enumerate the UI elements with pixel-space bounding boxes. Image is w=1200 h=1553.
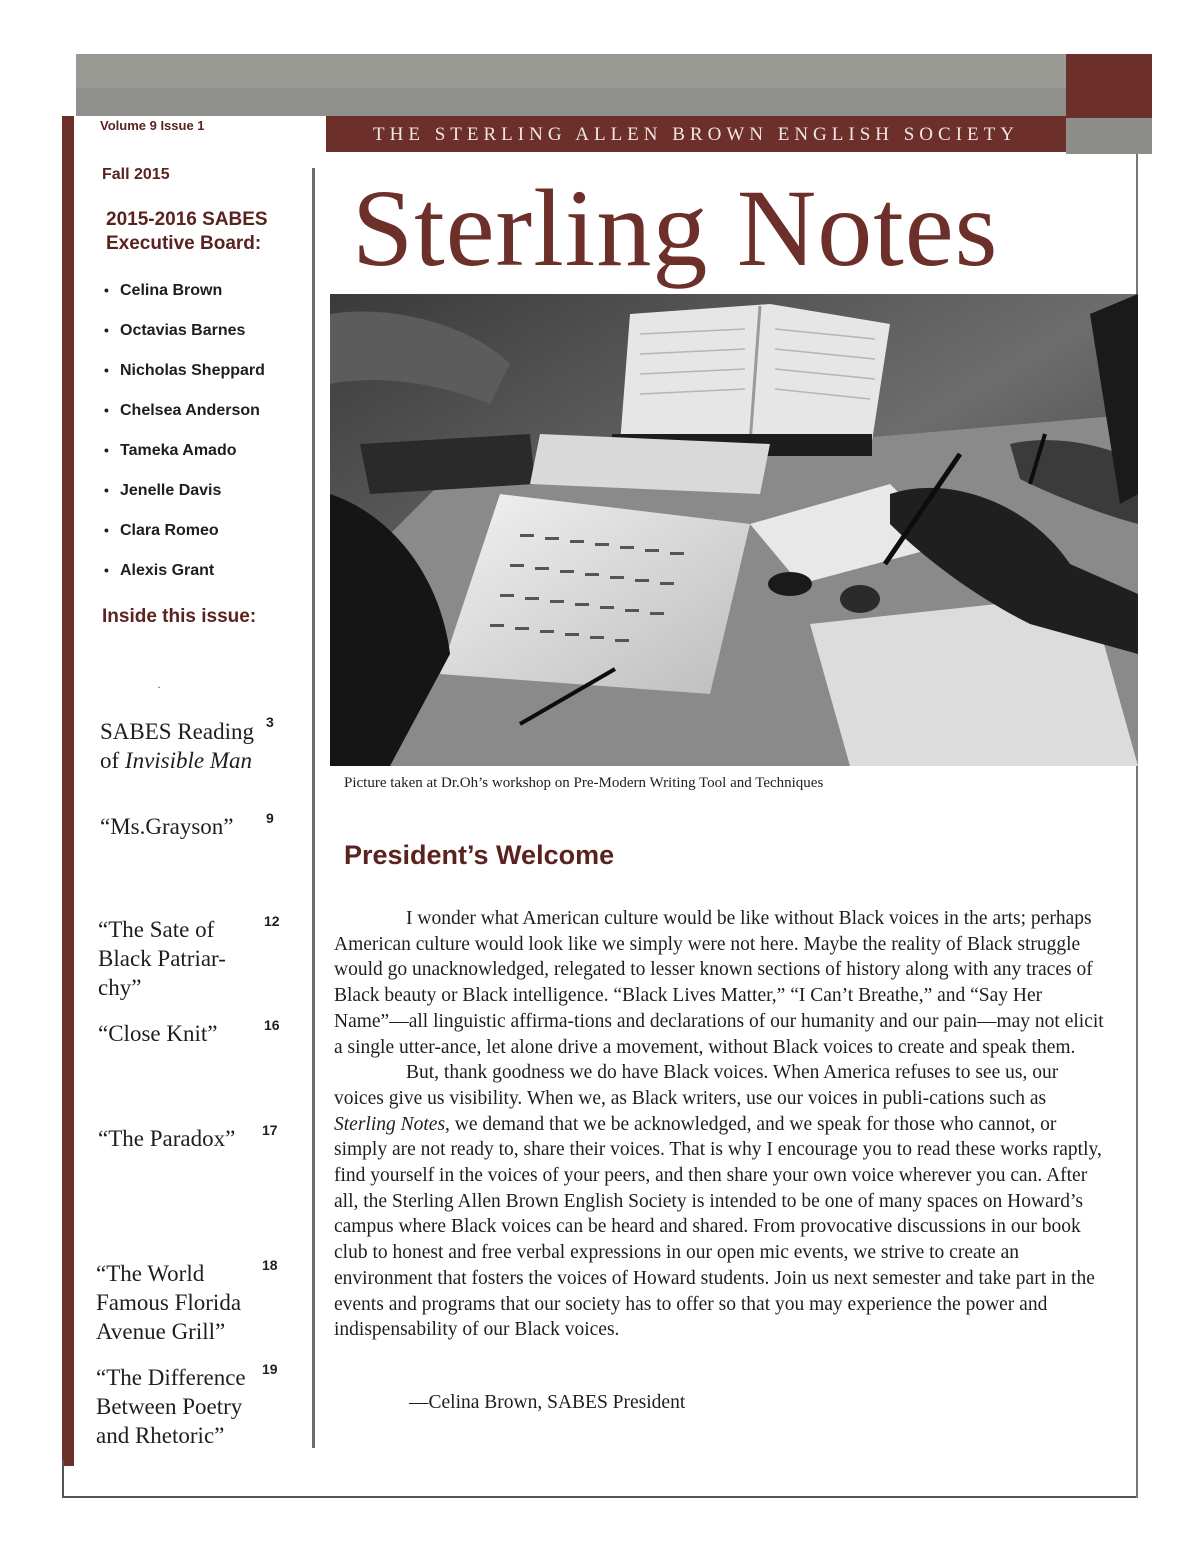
left-accent-bar [62, 116, 74, 1466]
board-member-list [104, 278, 265, 598]
bullet-icon: • [104, 442, 109, 458]
board-title: 2015-2016 SABES Executive Board: [106, 209, 268, 254]
bullet-icon: • [104, 322, 109, 338]
bullet-icon: • [104, 402, 109, 418]
volume-label: Volume 9 Issue 1 [100, 118, 205, 133]
workshop-photo [330, 294, 1138, 766]
masthead-title: Sterling Notes [352, 167, 999, 289]
page-bottom-border [62, 1496, 1138, 1498]
photo-caption: Picture taken at Dr.Oh’s workshop on Pre-Modern Writing Tool and Techniques [344, 775, 824, 791]
season-label: Fall 2015 [102, 166, 170, 183]
toc-item-page: 9 [266, 810, 274, 826]
page-left-border [62, 1460, 64, 1498]
toc-item-page: 18 [262, 1257, 278, 1273]
board-member: • Nicholas Sheppard [104, 358, 265, 398]
board-member: • Tameka Amado [104, 438, 265, 478]
toc-item-page: 3 [266, 714, 274, 730]
bullet-icon: • [104, 522, 109, 538]
bullet-icon: • [104, 562, 109, 578]
article-paragraph: But, thank goodness we do have Black voices. When America refuses to see us, our voices give us visibility. When we, as Black writers, use our voices in publi-cations such as Sterling Notes, we demand that we be acknowledged, and we speak for those who cannot, or simply are not ready to, share their voices. That is why I encourage you to read these works raptly, find yourself in the voices of your peers, and then share your own voice wherever you can. After all, the Sterling Allen Brown English Society is intended to be one of many spaces on Howard’s campus where Black voices can be heard and shared. From provocative discussions in our book club to honest and free verbal expressions in our open mic events, we strive to create an environment that fosters the voices of Howard students. Join us next semester and take part in the events and programs that our society has to offer so that you may experience the power and indispensability of our Black voices. [334, 1062, 1102, 1341]
board-member: • Clara Romeo [104, 518, 265, 558]
board-member: • Chelsea Anderson [104, 398, 265, 438]
toc-item-page: 17 [262, 1122, 278, 1138]
bullet-icon: • [104, 362, 109, 378]
header-accent-block [1066, 54, 1152, 118]
toc-item-title[interactable]: “The World Famous Florida Avenue Grill” [96, 1261, 242, 1344]
toc-item-title[interactable]: “Close Knit” [98, 1021, 218, 1046]
board-member: • Alexis Grant [104, 558, 265, 598]
toc-item-title[interactable]: “The Sate of Black Patriar-chy” [98, 917, 226, 1000]
toc-item-title[interactable]: “Ms.Grayson” [100, 814, 234, 839]
bullet-icon: • [104, 482, 109, 498]
toc-item-title[interactable]: “The Difference Between Poetry and Rhetoric” [96, 1365, 246, 1448]
article-title: President’s Welcome [344, 840, 615, 870]
inside-issue-title: Inside this issue: [102, 606, 257, 627]
toc-item-page: 19 [262, 1361, 278, 1377]
article-signature: —Celina Brown, SABES President [409, 1392, 686, 1413]
toc-item-title[interactable]: SABES Reading of Invisible Man [100, 719, 254, 773]
header-gray-band-shade [76, 88, 1066, 116]
decorative-dot: · [157, 680, 161, 694]
board-member: • Jenelle Davis [104, 478, 265, 518]
toc-item-page: 12 [264, 913, 280, 929]
column-divider [312, 168, 315, 1448]
toc-item-page: 16 [264, 1017, 280, 1033]
bullet-icon: • [104, 282, 109, 298]
society-banner: THE STERLING ALLEN BROWN ENGLISH SOCIETY [326, 116, 1066, 152]
article-paragraph: I wonder what American culture would be like without Black voices in the arts; perhaps American culture would look like we simply were not here. Maybe the reality of Black struggle would go unacknowledged, relegated to lesser known sections of history along with any traces of Black beauty or Black intelligence. “Black Lives Matter,” “I Can’t Breathe,” and “Say Her Name”—all linguistic affirma-tions and declarations of our humanity and our pain—may not elicit a single utter-ance, let alone drive a movement, without Black voices to create and speak them. [334, 908, 1104, 1058]
header-accent-gray [1066, 118, 1152, 154]
article-body [334, 906, 1112, 1343]
toc-item-title[interactable]: “The Paradox” [98, 1126, 236, 1151]
board-member: • Celina Brown [104, 278, 265, 318]
board-member: • Octavias Barnes [104, 318, 265, 358]
